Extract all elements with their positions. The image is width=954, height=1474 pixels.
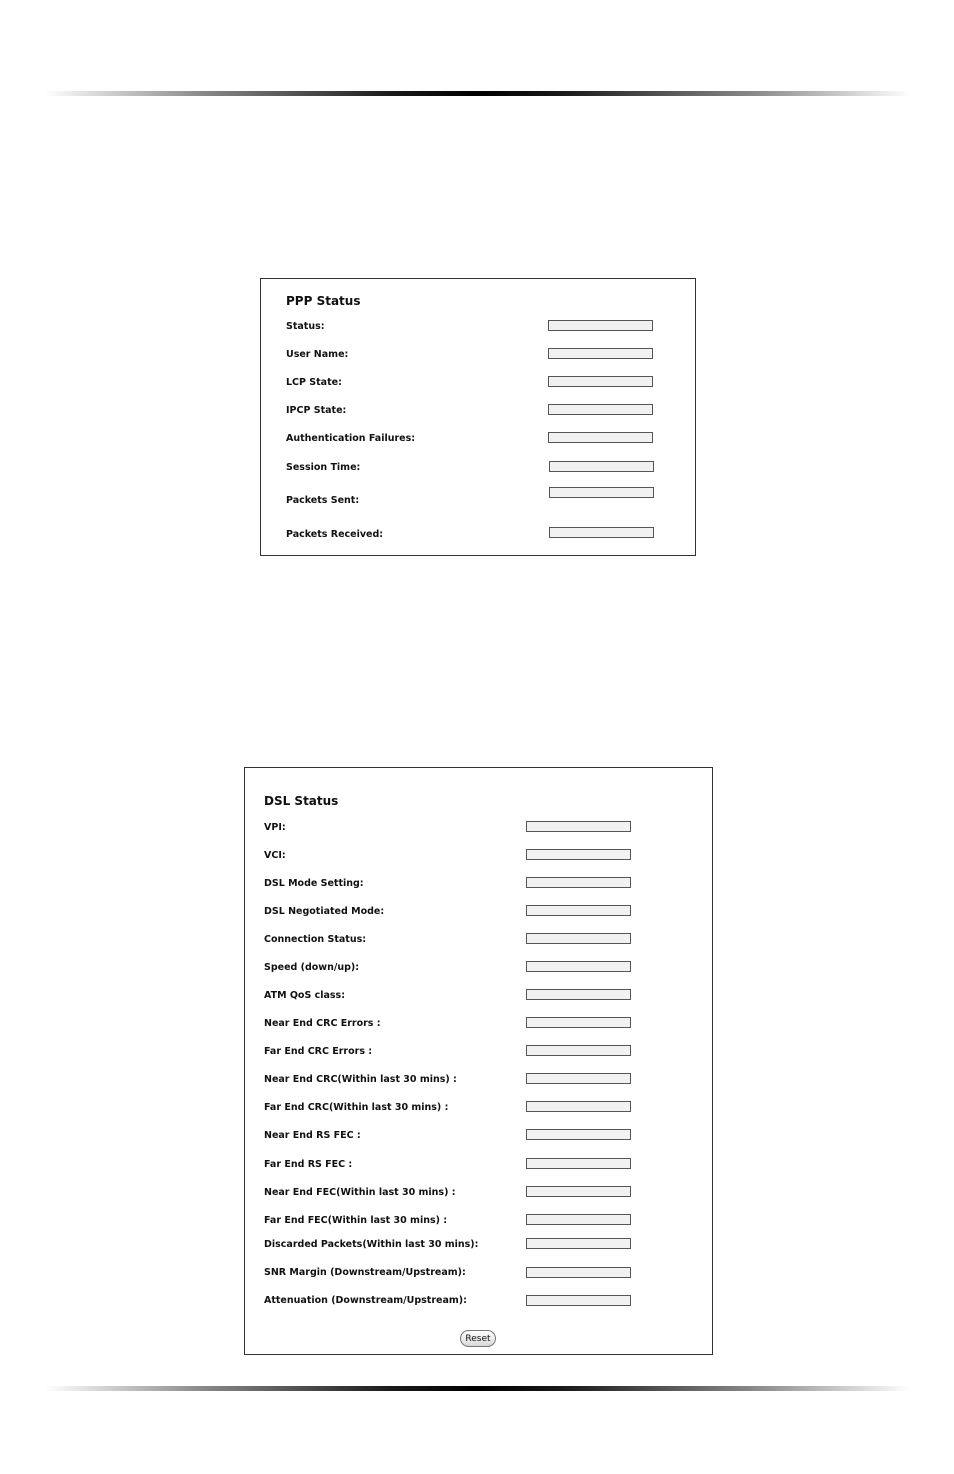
- dsl-vpi-field[interactable]: [526, 821, 631, 832]
- ppp-lcp-state-label: LCP State:: [286, 377, 342, 388]
- ppp-status-label: Status:: [286, 321, 325, 332]
- dsl-atm-qos-label: ATM QoS class:: [264, 990, 346, 1001]
- dsl-atm-qos-field[interactable]: [526, 989, 631, 1000]
- dsl-connection-status-field[interactable]: [526, 933, 631, 944]
- dsl-far-crc-errors-label: Far End CRC Errors :: [264, 1046, 373, 1057]
- ppp-ipcp-state-field[interactable]: [548, 404, 653, 415]
- dsl-near-rs-fec-label: Near End RS FEC :: [264, 1130, 361, 1141]
- ppp-session-time-field[interactable]: [549, 461, 654, 472]
- dsl-far-fec-30min-label: Far End FEC(Within last 30 mins) :: [264, 1215, 448, 1226]
- ppp-user-name-field[interactable]: [548, 348, 653, 359]
- dsl-status-panel: [244, 767, 713, 1355]
- dsl-far-crc-errors-field[interactable]: [526, 1045, 631, 1056]
- dsl-near-fec-30min-label: Near End FEC(Within last 30 mins) :: [264, 1187, 456, 1198]
- dsl-near-crc-errors-field[interactable]: [526, 1017, 631, 1028]
- dsl-near-rs-fec-field[interactable]: [526, 1129, 631, 1140]
- dsl-speed-field[interactable]: [526, 961, 631, 972]
- dsl-connection-status-label: Connection Status:: [264, 934, 367, 945]
- dsl-far-crc-30min-field[interactable]: [526, 1101, 631, 1112]
- ppp-packets-received-field[interactable]: [549, 527, 654, 538]
- dsl-near-crc-30min-label: Near End CRC(Within last 30 mins) :: [264, 1074, 457, 1085]
- dsl-speed-label: Speed (down/up):: [264, 962, 360, 973]
- dsl-snr-margin-field[interactable]: [526, 1267, 631, 1278]
- ppp-packets-sent-label: Packets Sent:: [286, 495, 360, 506]
- dsl-vpi-label: VPI:: [264, 822, 286, 833]
- dsl-negotiated-mode-label: DSL Negotiated Mode:: [264, 906, 385, 917]
- ppp-ipcp-state-label: IPCP State:: [286, 405, 347, 416]
- dsl-near-fec-30min-field[interactable]: [526, 1186, 631, 1197]
- dsl-far-rs-fec-label: Far End RS FEC :: [264, 1159, 353, 1170]
- dsl-attenuation-label: Attenuation (Downstream/Upstream):: [264, 1295, 467, 1306]
- top-divider: [45, 91, 911, 96]
- ppp-status-title: PPP Status: [286, 294, 361, 308]
- dsl-snr-margin-label: SNR Margin (Downstream/Upstream):: [264, 1267, 466, 1278]
- ppp-packets-received-label: Packets Received:: [286, 529, 384, 540]
- ppp-status-field[interactable]: [548, 320, 653, 331]
- dsl-far-fec-30min-field[interactable]: [526, 1214, 631, 1225]
- dsl-discarded-packets-label: Discarded Packets(Within last 30 mins):: [264, 1239, 479, 1250]
- ppp-user-name-label: User Name:: [286, 349, 349, 360]
- ppp-auth-failures-label: Authentication Failures:: [286, 433, 416, 444]
- ppp-packets-sent-field[interactable]: [549, 487, 654, 498]
- dsl-negotiated-mode-field[interactable]: [526, 905, 631, 916]
- ppp-session-time-label: Session Time:: [286, 462, 361, 473]
- dsl-attenuation-field[interactable]: [526, 1295, 631, 1306]
- dsl-vci-label: VCI:: [264, 850, 286, 861]
- dsl-near-crc-30min-field[interactable]: [526, 1073, 631, 1084]
- dsl-far-rs-fec-field[interactable]: [526, 1158, 631, 1169]
- ppp-lcp-state-field[interactable]: [548, 376, 653, 387]
- dsl-mode-setting-label: DSL Mode Setting:: [264, 878, 364, 889]
- dsl-mode-setting-field[interactable]: [526, 877, 631, 888]
- dsl-far-crc-30min-label: Far End CRC(Within last 30 mins) :: [264, 1102, 449, 1113]
- dsl-near-crc-errors-label: Near End CRC Errors :: [264, 1018, 381, 1029]
- reset-button[interactable]: Reset: [460, 1330, 496, 1347]
- ppp-status-panel: [260, 278, 696, 556]
- dsl-vci-field[interactable]: [526, 849, 631, 860]
- ppp-auth-failures-field[interactable]: [548, 432, 653, 443]
- dsl-discarded-packets-field[interactable]: [526, 1238, 631, 1249]
- bottom-divider: [45, 1386, 911, 1391]
- dsl-status-title: DSL Status: [264, 794, 339, 808]
